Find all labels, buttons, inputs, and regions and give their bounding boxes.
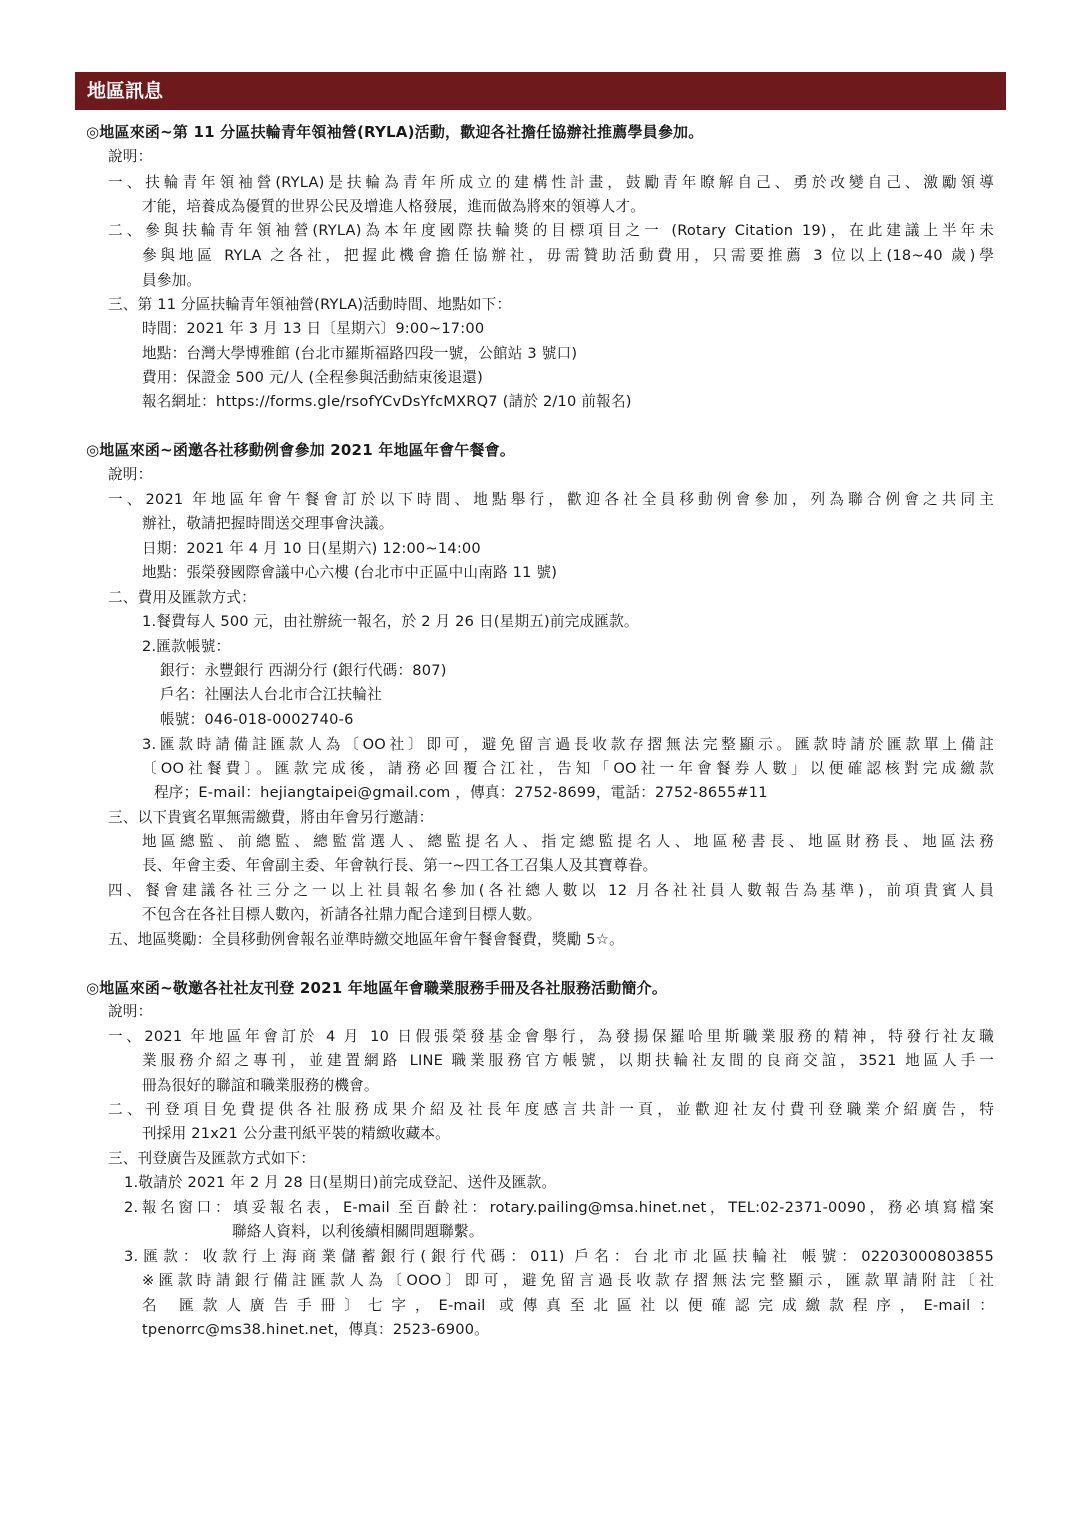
text-line: 二、刊登項目免費提供各社服務成果介紹及社長年度感言共計一頁，並歡迎社友付費刊登職業介紹廣告，特: [108, 1101, 994, 1118]
text-line: 二、費用及匯款方式：: [108, 589, 256, 606]
text-line: 三、第 11 分區扶輪青年領袖營(RYLA)活動時間、地點如下：: [108, 296, 512, 313]
text-line: 一、2021 年地區年會午餐會訂於以下時間、地點舉行，歡迎各社全員移動例會參加，列為聯合例會之共同主: [108, 491, 994, 508]
section-heading: ◎地區來函~函邀各社移動例會參加 2021 年地區年會午餐會。: [86, 441, 516, 459]
text-line: 〔OO社餐費〕。匯款完成後，請務必回覆合江社，告知「OO社一年會餐券人數」以便確認核對完成繳款: [142, 760, 994, 777]
text-line: 五、地區獎勵：全員移動例會報名並準時繳交地區年會午餐會餐費，獎勵 5☆。: [108, 931, 624, 948]
text-line: 業服務介紹之專刊，並建置網路 LINE 職業服務官方帳號，以期扶輪社友間的良商交誼，3521 地區人手一: [142, 1052, 994, 1069]
text-line: 名 匯款人廣告手冊〕七字，E-mail 或傳真至北區社以便確認完成繳款程序，E-mail：: [142, 1297, 994, 1314]
text-line: 四、餐會建議各社三分之一以上社員報名參加(各社總人數以 12 月各社社員人數報告為基準)，前項貴賓人員: [108, 882, 994, 899]
section-heading: ◎地區來函~第 11 分區扶輪青年領袖營(RYLA)活動，歡迎各社擔任協辦社推薦學員參加。: [86, 123, 704, 141]
text-line: 地點：台灣大學博雅館 (台北市羅斯福路四段一號，公館站 3 號口): [142, 345, 578, 362]
text-line: 戶名：社團法人台北市合江扶輪社: [160, 686, 382, 703]
text-line: 員參加。: [142, 272, 202, 289]
text-line: 才能，培養成為優質的世界公民及增進人格發展，進而做為將來的領導人才。: [142, 198, 645, 215]
text-line: 長、年會主委、年會副主委、年會執行長、第一~四工各工召集人及其寶尊眷。: [142, 857, 658, 874]
text-line: ※匯款時請銀行備註匯款人為〔OOO〕即可，避免留言過長收款存摺無法完整顯示，匯款單請附註〔社: [142, 1272, 994, 1289]
banner-title: 地區訊息: [87, 80, 164, 102]
section-heading: ◎地區來函~敬邀各社社友刊登 2021 年地區年會職業服務手冊及各社服務活動簡介。: [86, 979, 668, 997]
text-line: 冊為很好的聯誼和職業服務的機會。: [142, 1077, 379, 1094]
text-line: 參與地區 RYLA 之各社，把握此機會擔任協辦社，毋需贊助活動費用，只需要推薦 3 位以上(18~40 歲)學: [142, 247, 994, 264]
text-line: 銀行：永豐銀行 西湖分行 (銀行代碼：807): [160, 662, 447, 679]
text-line: 時間：2021 年 3 月 13 日〔星期六〕9:00~17:00: [142, 320, 485, 337]
text-line: 一、2021 年地區年會訂於 4 月 10 日假張榮發基金會舉行，為發揚保羅哈里斯職業服務的精神，特發行社友職: [108, 1028, 994, 1045]
text-line: 聯絡人資料，以利後續相關問題聯繫。: [232, 1223, 484, 1240]
text-line: 說明：: [108, 148, 153, 165]
text-line: 程序；E-mail：hejiangtaipei@gmail.com ，傳真：2752-8699，電話：2752-8655#11: [154, 784, 768, 801]
text-line: 3.匯款：收款行上海商業儲蓄銀行(銀行代碼：011) 戶名：台北市北區扶輪社 帳號：02203000803855: [124, 1248, 994, 1265]
text-line: 三、以下貴賓名單無需繳費，將由年會另行邀請：: [108, 809, 434, 826]
text-line: 費用：保證金 500 元/人 (全程參與活動結束後退還): [142, 369, 483, 386]
text-line: 報名網址：https://forms.gle/rsofYCvDsYfcMXRQ7 (請於 2/10 前報名): [142, 393, 632, 410]
text-line: 二、參與扶輪青年領袖營(RYLA)為本年度國際扶輪獎的目標項目之一 (Rotary Citation 19)，在此建議上半年未: [108, 222, 994, 239]
text-line: 1.敬請於 2021 年 2 月 28 日(星期日)前完成登記、送件及匯款。: [124, 1174, 557, 1191]
text-line: 1.餐費每人 500 元，由社辦統一報名，於 2 月 26 日(星期五)前完成匯款。: [142, 613, 639, 630]
text-line: 辦社，敬請把握時間送交理事會決議。: [142, 515, 394, 532]
text-line: 地點：張榮發國際會議中心六樓 (台北市中正區中山南路 11 號): [142, 564, 558, 581]
text-line: 一、扶輪青年領袖營(RYLA)是扶輪為青年所成立的建構性計畫，鼓勵青年瞭解自己、勇於改變自己、激勵領導: [108, 174, 994, 191]
text-line: 2.匯款帳號：: [142, 638, 231, 655]
text-line: 刊採用 21x21 公分畫刊紙平裝的精緻收藏本。: [142, 1125, 450, 1142]
text-line: 地區總監、前總監、總監當選人、總監提名人、指定總監提名人、地區秘書長、地區財務長、地區法務: [142, 833, 994, 850]
text-line: 說明：: [108, 1003, 153, 1020]
text-line: 三、刊登廣告及匯款方式如下：: [108, 1150, 316, 1167]
text-line: 3.匯款時請備註匯款人為〔OO社〕即可，避免留言過長收款存摺無法完整顯示。匯款時請於匯款單上備註: [142, 736, 994, 753]
text-line: 帳號：046-018-0002740-6: [160, 711, 354, 728]
text-line: 2.報名窗口：填妥報名表，E-mail 至百齡社：rotary.pailing@msa.hinet.net，TEL:02-2371-0090，務必填寫檔案: [124, 1199, 994, 1216]
text-line: 不包含在各社目標人數內，祈請各社鼎力配合達到目標人數。: [142, 906, 542, 923]
text-line: tpenorrc@ms38.hinet.net，傳真：2523-6900。: [142, 1321, 489, 1338]
text-line: 日期：2021 年 4 月 10 日(星期六) 12:00~14:00: [142, 540, 481, 557]
text-line: 說明：: [108, 466, 153, 483]
